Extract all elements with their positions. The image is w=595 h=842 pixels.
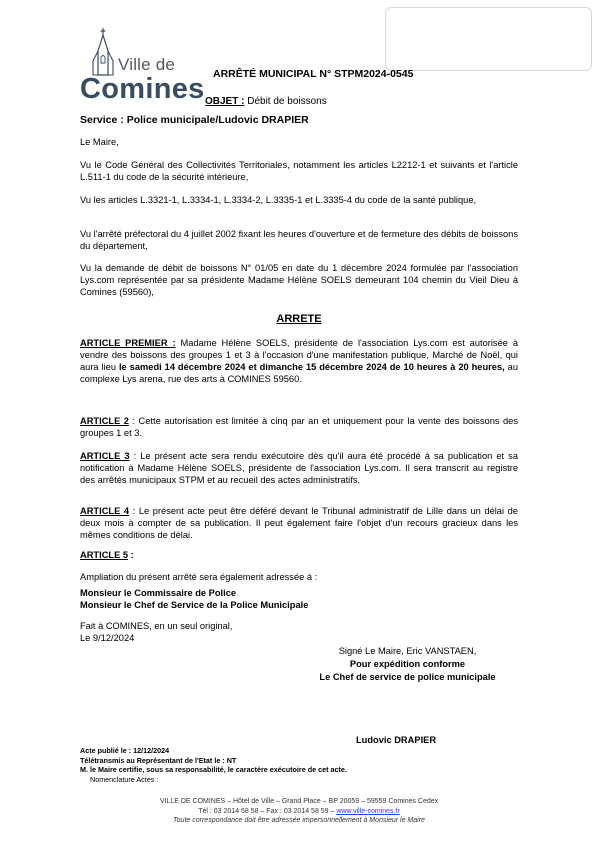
city-logo — [80, 25, 205, 110]
objet-label: OBJET : — [205, 96, 245, 107]
article-5-label: ARTICLE 5 — [80, 550, 129, 560]
document-title: ARRÊTÉ MUNICIPAL N° STPM2024-0545 — [213, 68, 414, 80]
article-2-text: : Cette autorisation est limitée à cinq par an et uniquement pour la vente des boissons des groupes 1 et 3. — [80, 416, 518, 438]
ampliation-intro: Ampliation du présent arrêté sera également adressée à : — [80, 572, 318, 582]
teletransmis: Télétransmis au Représentant de l'Etat le : NT — [80, 755, 237, 765]
certification: M. le Maire certifie, sous sa responsabilité, le caractère exécutoire de cet acte. — [80, 765, 347, 774]
fait-a: Fait à COMINES, en un seul original, — [80, 621, 233, 631]
article-4-label: ARTICLE 4 — [80, 506, 130, 516]
church-icon — [90, 27, 116, 77]
le-maire: Le Maire, — [80, 137, 119, 147]
article-1-text-end: au complexe Lys arena, rue des arts à COMINES 59560. — [80, 362, 518, 384]
date-line: Le 9/12/2024 — [80, 633, 135, 643]
ampliation-commissaire: Monsieur le Commissaire de Police — [80, 588, 237, 598]
logo-comines: Comines — [80, 73, 205, 105]
article-4 — [80, 505, 518, 541]
vu-sante-publique: Vu les articles L.3321-1, L.3334-1, L.3334-2, L.3335-1 et L.3335-4 du code de la santé publique, — [80, 195, 477, 205]
objet-line — [205, 96, 327, 107]
article-2-label: ARTICLE 2 — [80, 416, 129, 426]
article-5 — [80, 549, 518, 561]
acte-publie: Acte publié le : 12/12/2024 — [80, 746, 170, 755]
vu-cgct: Vu le Code Général des Collectivités Territoriales, notamment les articles L2212-1 et suivants et l'article L.511-1 du code de la sécurité intérieure, — [80, 160, 518, 182]
signature-block — [300, 645, 515, 683]
article-3-text: : Le présent acte sera rendu exécutoire dès qu'il aura été procédé à sa publication et sa notification à Madame Hélène SOELS, présidente de l'association Lys.com. Il sera transcrit au registre des arrêtés municipaux STPM et au recueil des actes administratifs. — [80, 451, 518, 485]
objet-value: Débit de boissons — [244, 96, 327, 107]
website-link[interactable]: www.ville-comines.fr — [336, 807, 400, 815]
nomenclature: Nomenclature Actes : — [90, 774, 159, 784]
tel-fax: Tél : 03 2014 58 58 – Fax : 03 2014 58 59 – — [198, 807, 337, 815]
article-1-dates: le samedi 14 décembre 2024 et dimanche 15 décembre 2024 de 10 heures à 20 heures, — [118, 362, 505, 372]
article-3 — [80, 450, 518, 486]
arrete-heading: ARRETE — [276, 313, 322, 325]
vu-demande: Vu la demande de débit de boissons N° 01/05 en date du 1 décembre 2024 formulée par l'association Lys.com représentée par sa présidente Madame Hélène SOELS demeurant 104 chemin du Vieil Dieu à Comines (59560), — [80, 263, 518, 297]
publication-footer — [80, 746, 347, 784]
signe-le-maire: Signé Le Maire, Eric VANSTAEN, — [338, 646, 477, 656]
service-line: Service : Police municipale/Ludovic DRAPIER — [80, 114, 309, 126]
contact-line — [80, 807, 518, 817]
correspondance-note: Toute correspondance doit être adressée impersonnellement à Monsieur le Maire — [173, 817, 425, 824]
chef-service: Le Chef de service de police municipale — [319, 672, 496, 682]
signer-name: Ludovic DRAPIER — [356, 735, 437, 745]
ampliation-chef-police: Monsieur le Chef de Service de la Police Municipale — [80, 600, 309, 610]
article-1-label: ARTICLE PREMIER : — [80, 338, 176, 348]
publication-stamp-box — [385, 7, 592, 71]
vu-arrete-prefectoral: Vu l'arrêté préfectoral du 4 juillet 2002 fixant les heures d'ouverture et de fermeture des débits de boissons du département, — [80, 229, 518, 251]
article-1-text: Madame Hélène SOELS, présidente de l'association Lys.com est autorisée à vendre des boissons des groupes 1 et 3 à l'occasion d'une manifestation publique, Marché de Noël, qui aura lieu — [80, 338, 518, 372]
expedition-conforme: Pour expédition conforme — [349, 659, 466, 669]
logo-ville-de: Ville de — [118, 55, 176, 74]
address-line: VILLE DE COMINES – Hôtel de Ville – Grand Place – BP 20059 – 59559 Comines Cedex — [159, 798, 439, 805]
article-1 — [80, 337, 518, 385]
address-footer — [80, 797, 518, 826]
article-5-text: : — [128, 550, 134, 560]
article-4-text: : Le présent acte peut être déféré devant le Tribunal administratif de Lille dans un délai de deux mois à compter de sa publication. Il peut également faire l'objet d'un recours gracieux dans les mêmes conditions de délai. — [80, 506, 518, 540]
article-3-label: ARTICLE 3 — [80, 451, 130, 461]
article-2 — [80, 415, 518, 439]
